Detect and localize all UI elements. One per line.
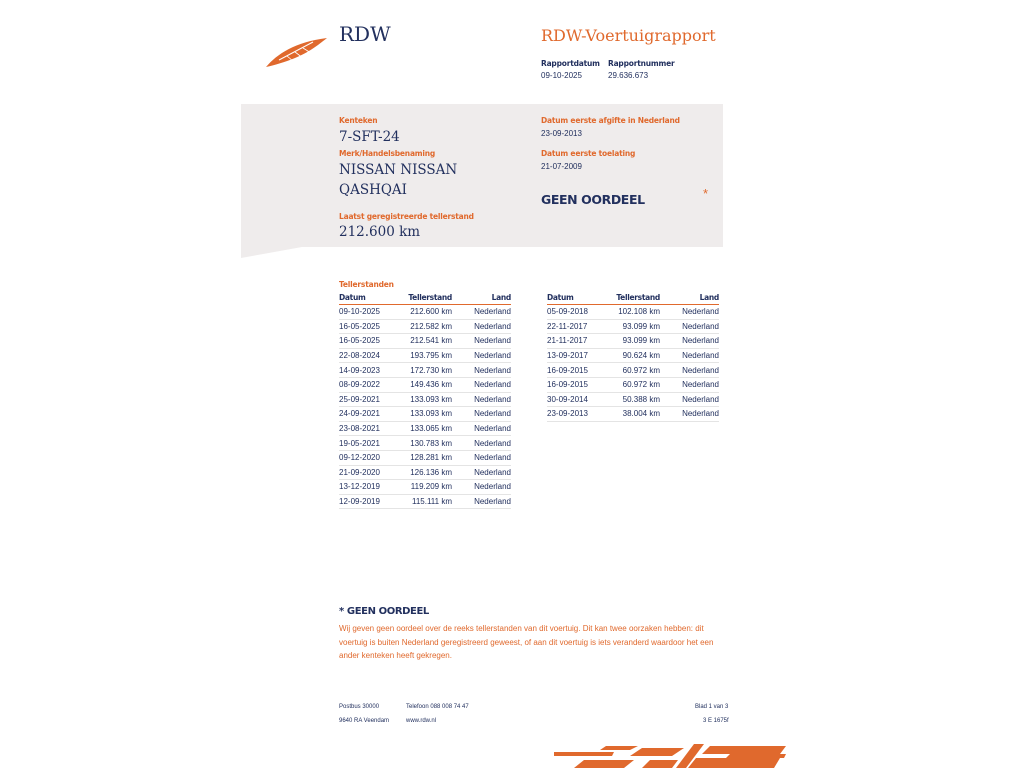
table-row xyxy=(339,407,511,422)
cell-date: 16-09-2015 xyxy=(547,363,613,378)
col-date: Datum xyxy=(339,292,405,305)
cell-date: 16-09-2015 xyxy=(547,377,613,392)
verdict: GEEN OORDEEL xyxy=(541,192,645,207)
make-label: Merk/Handelsbenaming xyxy=(339,149,436,158)
table-row xyxy=(339,334,511,349)
table-row xyxy=(339,436,511,451)
rdw-feather-logo-icon xyxy=(265,36,329,68)
table-row xyxy=(339,305,511,320)
cell-date: 13-09-2017 xyxy=(547,348,613,363)
table-row xyxy=(547,407,719,422)
cell-country: Nederland xyxy=(452,480,511,495)
table-row xyxy=(339,450,511,465)
col-odometer: Tellerstand xyxy=(613,292,660,305)
first-admission-label: Datum eerste toelating xyxy=(541,149,636,158)
cell-country: Nederland xyxy=(660,392,719,407)
org-name: RDW xyxy=(339,22,391,46)
cell-date: 23-08-2021 xyxy=(339,421,405,436)
footnote-title: * GEEN OORDEEL xyxy=(339,606,429,617)
cell-odometer: 128.281 km xyxy=(405,450,452,465)
report-number: 29.636.673 xyxy=(608,71,649,80)
cell-date: 25-09-2021 xyxy=(339,392,405,407)
footer-address-line2: 9640 RA Veendam xyxy=(339,718,390,724)
cell-date: 23-09-2013 xyxy=(547,407,613,422)
cell-country: Nederland xyxy=(452,450,511,465)
cell-date: 24-09-2021 xyxy=(339,407,405,422)
table-row xyxy=(339,377,511,392)
table-row xyxy=(547,319,719,334)
col-country: Land xyxy=(660,292,719,305)
first-admission-date: 21-07-2009 xyxy=(541,162,582,171)
table-row xyxy=(339,392,511,407)
verdict-asterisk: * xyxy=(703,186,709,201)
cell-country: Nederland xyxy=(452,305,511,320)
cell-country: Nederland xyxy=(452,348,511,363)
cell-date: 16-05-2025 xyxy=(339,334,405,349)
cell-date: 13-12-2019 xyxy=(339,480,405,495)
plate-label: Kenteken xyxy=(339,116,378,125)
report-date: 09-10-2025 xyxy=(541,71,582,80)
report-title: RDW-Voertuigrapport xyxy=(541,26,716,45)
cell-country: Nederland xyxy=(452,465,511,480)
cell-odometer: 193.795 km xyxy=(405,348,452,363)
cell-date: 21-11-2017 xyxy=(547,334,613,349)
cell-date: 09-10-2025 xyxy=(339,305,405,320)
table-row xyxy=(339,480,511,495)
cell-odometer: 93.099 km xyxy=(613,334,660,349)
footer-code: 3 E 1675f xyxy=(703,718,729,724)
cell-country: Nederland xyxy=(452,363,511,378)
cell-odometer: 60.972 km xyxy=(613,363,660,378)
table-row xyxy=(339,421,511,436)
cell-odometer: 126.136 km xyxy=(405,465,452,480)
cell-odometer: 38.004 km xyxy=(613,407,660,422)
col-odometer: Tellerstand xyxy=(405,292,452,305)
make-line2: QASHQAI xyxy=(339,182,407,198)
footer-website[interactable]: www.rdw.nl xyxy=(406,718,437,724)
cell-country: Nederland xyxy=(660,407,719,422)
table-row xyxy=(339,363,511,378)
cell-country: Nederland xyxy=(660,377,719,392)
cell-odometer: 93.099 km xyxy=(613,319,660,334)
first-nl-label: Datum eerste afgifte in Nederland xyxy=(541,116,680,125)
footer-address-line1: Postbus 30000 xyxy=(339,704,380,710)
cell-date: 16-05-2025 xyxy=(339,319,405,334)
cell-odometer: 212.600 km xyxy=(405,305,452,320)
table-row xyxy=(547,334,719,349)
table-row xyxy=(547,392,719,407)
table-row xyxy=(547,348,719,363)
cell-date: 30-09-2014 xyxy=(547,392,613,407)
vehicle-summary-panel xyxy=(241,104,723,247)
table-row xyxy=(339,465,511,480)
table-row xyxy=(547,305,719,320)
table-row xyxy=(547,363,719,378)
cell-country: Nederland xyxy=(452,377,511,392)
cell-odometer: 90.624 km xyxy=(613,348,660,363)
cell-odometer: 212.582 km xyxy=(405,319,452,334)
cell-odometer: 149.436 km xyxy=(405,377,452,392)
cell-country: Nederland xyxy=(660,334,719,349)
panel-tail xyxy=(241,247,302,258)
cell-date: 08-09-2022 xyxy=(339,377,405,392)
cell-odometer: 50.388 km xyxy=(613,392,660,407)
cell-country: Nederland xyxy=(452,334,511,349)
odometer-section-title: Tellerstanden xyxy=(339,280,394,289)
cell-country: Nederland xyxy=(660,363,719,378)
cell-odometer: 115.111 km xyxy=(405,494,452,509)
cell-date: 19-05-2021 xyxy=(339,436,405,451)
cell-date: 14-09-2023 xyxy=(339,363,405,378)
table-row xyxy=(339,348,511,363)
cell-date: 12-09-2019 xyxy=(339,494,405,509)
odometer-table-left xyxy=(339,292,511,509)
cell-country: Nederland xyxy=(452,392,511,407)
odometer-table-right xyxy=(547,292,719,422)
cell-date: 09-12-2020 xyxy=(339,450,405,465)
odo-label: Laatst geregistreerde tellerstand xyxy=(339,212,474,221)
cell-odometer: 60.972 km xyxy=(613,377,660,392)
cell-odometer: 130.783 km xyxy=(405,436,452,451)
rdw-stripes-logo-icon xyxy=(554,744,786,768)
cell-odometer: 133.065 km xyxy=(405,421,452,436)
cell-odometer: 102.108 km xyxy=(613,305,660,320)
cell-odometer: 172.730 km xyxy=(405,363,452,378)
cell-date: 22-08-2024 xyxy=(339,348,405,363)
cell-date: 05-09-2018 xyxy=(547,305,613,320)
cell-country: Nederland xyxy=(452,421,511,436)
plate-value: 7-SFT-24 xyxy=(339,129,400,145)
report-date-label: Rapportdatum xyxy=(541,59,600,68)
cell-odometer: 133.093 km xyxy=(405,392,452,407)
first-nl-date: 23-09-2013 xyxy=(541,129,582,138)
cell-date: 22-11-2017 xyxy=(547,319,613,334)
col-country: Land xyxy=(452,292,511,305)
report-number-label: Rapportnummer xyxy=(608,59,675,68)
cell-country: Nederland xyxy=(660,348,719,363)
cell-country: Nederland xyxy=(452,494,511,509)
cell-date: 21-09-2020 xyxy=(339,465,405,480)
make-line1: NISSAN NISSAN xyxy=(339,162,458,178)
cell-country: Nederland xyxy=(452,436,511,451)
cell-odometer: 133.093 km xyxy=(405,407,452,422)
col-date: Datum xyxy=(547,292,613,305)
footer-page-number: Blad 1 van 3 xyxy=(695,704,729,710)
table-row xyxy=(547,377,719,392)
table-row xyxy=(339,319,511,334)
footnote-text: Wij geven geen oordeel over de reeks tellerstanden van dit voertuig. Dit kan twee oorzaken hebben: dit voertuig is buiten Nederland geregistreerd geweest, of aan dit voertuig is iets veranderd waardoor het een ander kenteken heeft gekregen. xyxy=(339,624,714,660)
cell-country: Nederland xyxy=(660,305,719,320)
cell-country: Nederland xyxy=(452,407,511,422)
odo-value: 212.600 km xyxy=(339,224,421,240)
table-row xyxy=(339,494,511,509)
cell-country: Nederland xyxy=(660,319,719,334)
cell-odometer: 212.541 km xyxy=(405,334,452,349)
cell-odometer: 119.209 km xyxy=(405,480,452,495)
footer-phone: Telefoon 088 008 74 47 xyxy=(406,704,469,710)
cell-country: Nederland xyxy=(452,319,511,334)
